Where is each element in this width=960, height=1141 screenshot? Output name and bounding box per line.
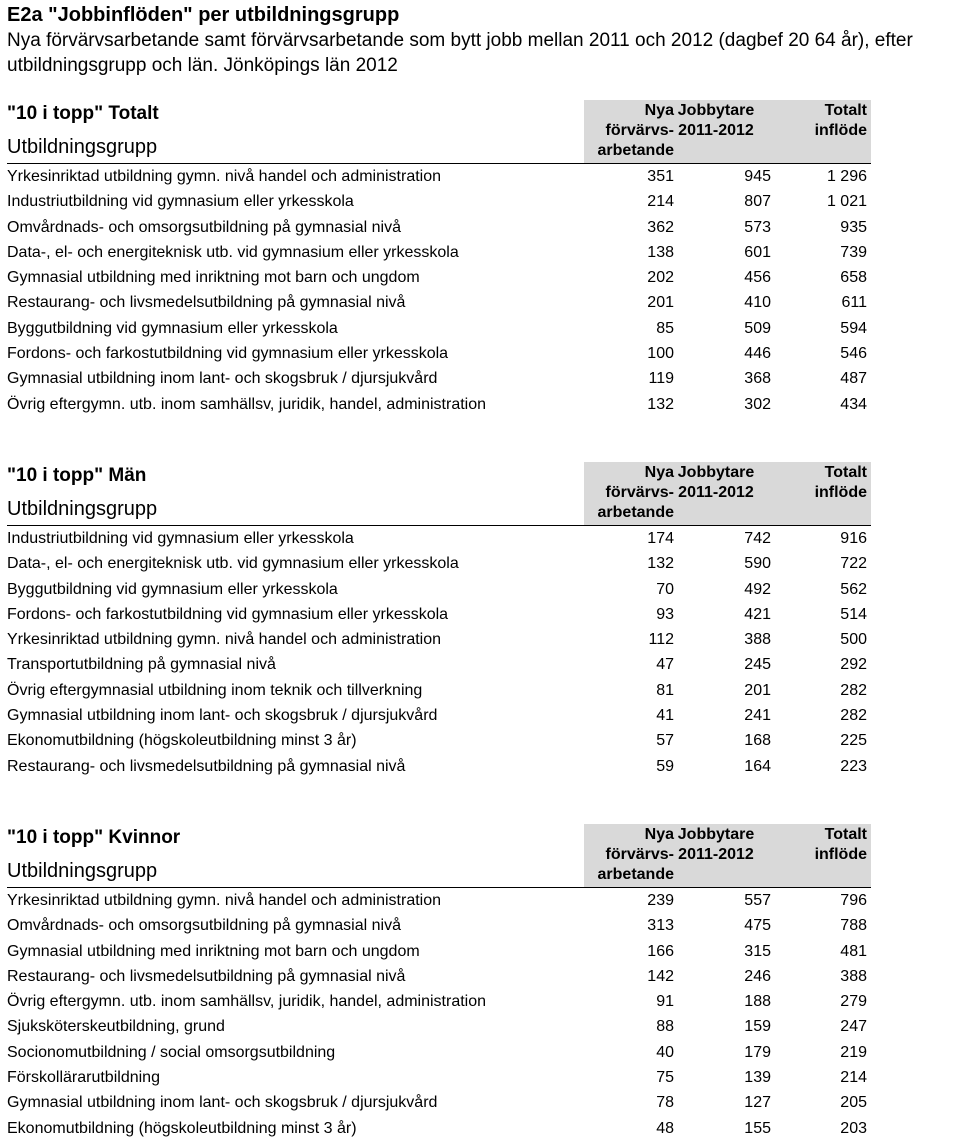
row-label: Restaurang- och livsmedelsutbildning på gymnasial nivå bbox=[7, 294, 406, 312]
table-row bbox=[7, 316, 867, 341]
value-totalt: 219 bbox=[840, 1043, 867, 1061]
value-totalt: 546 bbox=[840, 345, 867, 363]
value-totalt: 292 bbox=[840, 656, 867, 674]
value-totalt: 205 bbox=[840, 1094, 867, 1112]
value-nya: 78 bbox=[656, 1094, 674, 1112]
value-totalt: 1 021 bbox=[826, 193, 867, 211]
value-jobbytare: 164 bbox=[744, 757, 771, 775]
table-row bbox=[7, 341, 867, 366]
value-nya: 201 bbox=[647, 294, 674, 312]
column-header-totalt: Totalt inflöde bbox=[814, 464, 867, 501]
value-totalt: 796 bbox=[840, 892, 867, 909]
table-row bbox=[7, 1040, 867, 1065]
value-nya: 119 bbox=[648, 370, 674, 388]
value-nya: 70 bbox=[656, 580, 674, 598]
value-jobbytare: 509 bbox=[744, 319, 771, 337]
value-nya: 313 bbox=[647, 917, 674, 935]
row-label: Sjuksköterskeutbildning, grund bbox=[7, 1018, 225, 1036]
value-totalt: 788 bbox=[840, 917, 867, 935]
value-jobbytare: 590 bbox=[744, 555, 771, 573]
value-jobbytare: 388 bbox=[744, 631, 771, 649]
table-row bbox=[7, 392, 867, 417]
row-label: Transportutbildning på gymnasial nivå bbox=[7, 656, 276, 674]
value-jobbytare: 601 bbox=[744, 243, 771, 261]
value-jobbytare: 179 bbox=[744, 1043, 771, 1061]
value-totalt: 247 bbox=[840, 1018, 867, 1036]
table-body bbox=[7, 526, 867, 779]
row-label: Gymnasial utbildning inom lant- och skogsbruk / djursjukvård bbox=[7, 370, 438, 388]
table-row bbox=[7, 754, 867, 779]
section-kvinnor bbox=[7, 824, 867, 1141]
value-jobbytare: 410 bbox=[744, 294, 771, 312]
column-header-nya: Nya förvärvs- arbetande bbox=[597, 826, 674, 883]
row-label: Övrig eftergymn. utb. inom samhällsv, juridik, handel, administration bbox=[7, 395, 487, 413]
value-jobbytare: 139 bbox=[744, 1069, 771, 1087]
section-title: "10 i topp" Totalt bbox=[7, 103, 159, 124]
value-nya: 351 bbox=[647, 168, 674, 185]
value-totalt: 916 bbox=[840, 530, 867, 547]
column-header-group: Utbildningsgrupp bbox=[7, 136, 158, 158]
table-row bbox=[7, 1116, 867, 1141]
section-header bbox=[7, 100, 867, 164]
section-title: "10 i topp" Män bbox=[7, 465, 147, 486]
value-jobbytare: 246 bbox=[744, 967, 771, 985]
page-heading bbox=[7, 2, 957, 78]
value-jobbytare: 421 bbox=[744, 605, 771, 623]
row-label: Yrkesinriktad utbildning gymn. nivå handel och administration bbox=[7, 892, 442, 909]
table-row bbox=[7, 703, 867, 728]
value-totalt: 739 bbox=[840, 243, 867, 261]
value-totalt: 611 bbox=[841, 294, 867, 312]
value-totalt: 279 bbox=[840, 993, 867, 1011]
column-header-jobbytare: Jobbytare 2011-2012 bbox=[677, 826, 755, 863]
value-nya: 362 bbox=[647, 218, 674, 236]
section-header bbox=[7, 462, 867, 526]
value-jobbytare: 241 bbox=[744, 707, 771, 725]
table-row bbox=[7, 366, 867, 391]
value-jobbytare: 456 bbox=[744, 269, 771, 287]
page-subtitle: Nya förvärvsarbetande samt förvärvsarbetande som bytt jobb mellan 2011 och 2012 (dagbef 20 64 år), efter utbildningsgrupp och län. Jönköpings län 2012 bbox=[7, 30, 913, 76]
value-totalt: 935 bbox=[840, 218, 867, 236]
value-totalt: 1 296 bbox=[826, 168, 867, 185]
value-nya: 48 bbox=[656, 1119, 674, 1137]
column-header-group: Utbildningsgrupp bbox=[7, 860, 158, 882]
table-row bbox=[7, 240, 867, 265]
value-totalt: 658 bbox=[840, 269, 867, 287]
section-totalt bbox=[7, 100, 867, 417]
value-jobbytare: 127 bbox=[744, 1094, 771, 1112]
value-jobbytare: 742 bbox=[744, 530, 771, 547]
row-label: Förskollärarutbildning bbox=[7, 1069, 160, 1087]
row-label: Byggutbildning vid gymnasium eller yrkesskola bbox=[7, 319, 338, 337]
row-label: Data-, el- och energiteknisk utb. vid gymnasium eller yrkesskola bbox=[7, 243, 459, 261]
row-label: Omvårdnads- och omsorgsutbildning på gymnasial nivå bbox=[7, 917, 401, 935]
row-label: Ekonomutbildning (högskoleutbildning minst 3 år) bbox=[7, 732, 357, 750]
column-header-nya: Nya förvärvs- arbetande bbox=[597, 464, 674, 521]
row-label: Restaurang- och livsmedelsutbildning på gymnasial nivå bbox=[7, 757, 406, 775]
table-row bbox=[7, 577, 867, 602]
table-row bbox=[7, 939, 867, 964]
value-nya: 47 bbox=[656, 656, 674, 674]
row-label: Gymnasial utbildning inom lant- och skogsbruk / djursjukvård bbox=[7, 707, 438, 725]
value-nya: 138 bbox=[647, 243, 674, 261]
value-jobbytare: 446 bbox=[744, 345, 771, 363]
value-jobbytare: 368 bbox=[744, 370, 771, 388]
value-totalt: 203 bbox=[840, 1119, 867, 1137]
value-totalt: 282 bbox=[840, 681, 867, 699]
value-nya: 112 bbox=[648, 631, 674, 649]
value-jobbytare: 475 bbox=[744, 917, 771, 935]
row-label: Yrkesinriktad utbildning gymn. nivå handel och administration bbox=[7, 631, 442, 649]
table-row bbox=[7, 964, 867, 989]
column-header-jobbytare: Jobbytare 2011-2012 bbox=[677, 102, 755, 139]
value-totalt: 481 bbox=[840, 942, 867, 960]
value-jobbytare: 201 bbox=[744, 681, 771, 699]
table-row bbox=[7, 913, 867, 938]
value-totalt: 225 bbox=[840, 732, 867, 750]
value-totalt: 388 bbox=[840, 967, 867, 985]
section-title: "10 i topp" Kvinnor bbox=[7, 827, 181, 848]
value-jobbytare: 302 bbox=[744, 395, 771, 413]
value-jobbytare: 573 bbox=[744, 218, 771, 236]
value-jobbytare: 188 bbox=[744, 993, 771, 1011]
value-nya: 202 bbox=[647, 269, 674, 287]
table-row bbox=[7, 627, 867, 652]
table-row bbox=[7, 1090, 867, 1115]
value-nya: 88 bbox=[656, 1018, 674, 1036]
table-row bbox=[7, 164, 867, 189]
row-label: Gymnasial utbildning med inriktning mot barn och ungdom bbox=[7, 942, 420, 960]
value-totalt: 562 bbox=[840, 580, 867, 598]
row-label: Fordons- och farkostutbildning vid gymnasium eller yrkesskola bbox=[7, 605, 449, 623]
page-title: E2a "Jobbinflöden" per utbildningsgrupp bbox=[7, 4, 400, 26]
value-jobbytare: 159 bbox=[744, 1018, 771, 1036]
value-totalt: 722 bbox=[840, 555, 867, 573]
value-nya: 59 bbox=[656, 757, 674, 775]
value-totalt: 594 bbox=[840, 319, 867, 337]
value-nya: 81 bbox=[656, 681, 674, 699]
value-jobbytare: 155 bbox=[744, 1119, 771, 1137]
table-row bbox=[7, 1014, 867, 1039]
table-row bbox=[7, 526, 867, 551]
table-row bbox=[7, 602, 867, 627]
row-label: Restaurang- och livsmedelsutbildning på gymnasial nivå bbox=[7, 967, 406, 985]
value-totalt: 282 bbox=[840, 707, 867, 725]
value-nya: 93 bbox=[656, 605, 674, 623]
value-nya: 85 bbox=[656, 319, 674, 337]
column-header-nya: Nya förvärvs- arbetande bbox=[597, 102, 674, 159]
value-jobbytare: 557 bbox=[744, 892, 771, 909]
value-nya: 40 bbox=[656, 1043, 674, 1061]
row-label: Övrig eftergymnasial utbildning inom teknik och tillverkning bbox=[7, 681, 423, 699]
row-label: Industriutbildning vid gymnasium eller yrkesskola bbox=[7, 530, 354, 547]
table-body bbox=[7, 888, 867, 1141]
row-label: Omvårdnads- och omsorgsutbildning på gymnasial nivå bbox=[7, 218, 401, 236]
column-header-group: Utbildningsgrupp bbox=[7, 498, 158, 520]
value-nya: 100 bbox=[647, 345, 674, 363]
value-nya: 41 bbox=[656, 707, 674, 725]
value-nya: 132 bbox=[647, 395, 674, 413]
row-label: Gymnasial utbildning med inriktning mot barn och ungdom bbox=[7, 269, 420, 287]
table-row bbox=[7, 678, 867, 703]
table-row bbox=[7, 215, 867, 240]
table-row bbox=[7, 652, 867, 677]
value-nya: 75 bbox=[656, 1069, 674, 1087]
value-jobbytare: 945 bbox=[744, 168, 771, 185]
value-jobbytare: 245 bbox=[744, 656, 771, 674]
value-nya: 214 bbox=[647, 193, 674, 211]
value-totalt: 434 bbox=[840, 395, 867, 413]
value-totalt: 514 bbox=[840, 605, 867, 623]
table-row bbox=[7, 189, 867, 214]
table-row bbox=[7, 888, 867, 913]
row-label: Gymnasial utbildning inom lant- och skogsbruk / djursjukvård bbox=[7, 1094, 438, 1112]
section-man bbox=[7, 462, 867, 779]
value-jobbytare: 807 bbox=[744, 193, 771, 211]
value-totalt: 500 bbox=[840, 631, 867, 649]
table-row bbox=[7, 1065, 867, 1090]
value-nya: 132 bbox=[647, 555, 674, 573]
value-totalt: 223 bbox=[840, 757, 867, 775]
table-row bbox=[7, 989, 867, 1014]
table-row bbox=[7, 265, 867, 290]
table-row bbox=[7, 728, 867, 753]
column-header-totalt: Totalt inflöde bbox=[814, 102, 867, 139]
row-label: Yrkesinriktad utbildning gymn. nivå handel och administration bbox=[7, 168, 442, 185]
value-jobbytare: 315 bbox=[744, 942, 771, 960]
value-jobbytare: 168 bbox=[744, 732, 771, 750]
column-header-jobbytare: Jobbytare 2011-2012 bbox=[677, 464, 755, 501]
value-nya: 166 bbox=[647, 942, 674, 960]
table-body bbox=[7, 164, 867, 417]
row-label: Socionomutbildning / social omsorgsutbildning bbox=[7, 1043, 336, 1061]
value-nya: 174 bbox=[647, 530, 674, 547]
value-nya: 91 bbox=[656, 993, 674, 1011]
value-jobbytare: 492 bbox=[744, 580, 771, 598]
value-nya: 239 bbox=[647, 892, 674, 909]
table-row bbox=[7, 290, 867, 315]
section-header bbox=[7, 824, 867, 888]
value-totalt: 214 bbox=[840, 1069, 867, 1087]
row-label: Fordons- och farkostutbildning vid gymnasium eller yrkesskola bbox=[7, 345, 449, 363]
row-label: Data-, el- och energiteknisk utb. vid gymnasium eller yrkesskola bbox=[7, 555, 459, 573]
row-label: Övrig eftergymn. utb. inom samhällsv, juridik, handel, administration bbox=[7, 993, 487, 1011]
row-label: Ekonomutbildning (högskoleutbildning minst 3 år) bbox=[7, 1119, 357, 1137]
row-label: Industriutbildning vid gymnasium eller yrkesskola bbox=[7, 193, 354, 211]
table-row bbox=[7, 551, 867, 576]
column-header-totalt: Totalt inflöde bbox=[814, 826, 867, 863]
value-nya: 142 bbox=[647, 967, 674, 985]
value-nya: 57 bbox=[656, 732, 674, 750]
row-label: Byggutbildning vid gymnasium eller yrkesskola bbox=[7, 580, 338, 598]
value-totalt: 487 bbox=[840, 370, 867, 388]
